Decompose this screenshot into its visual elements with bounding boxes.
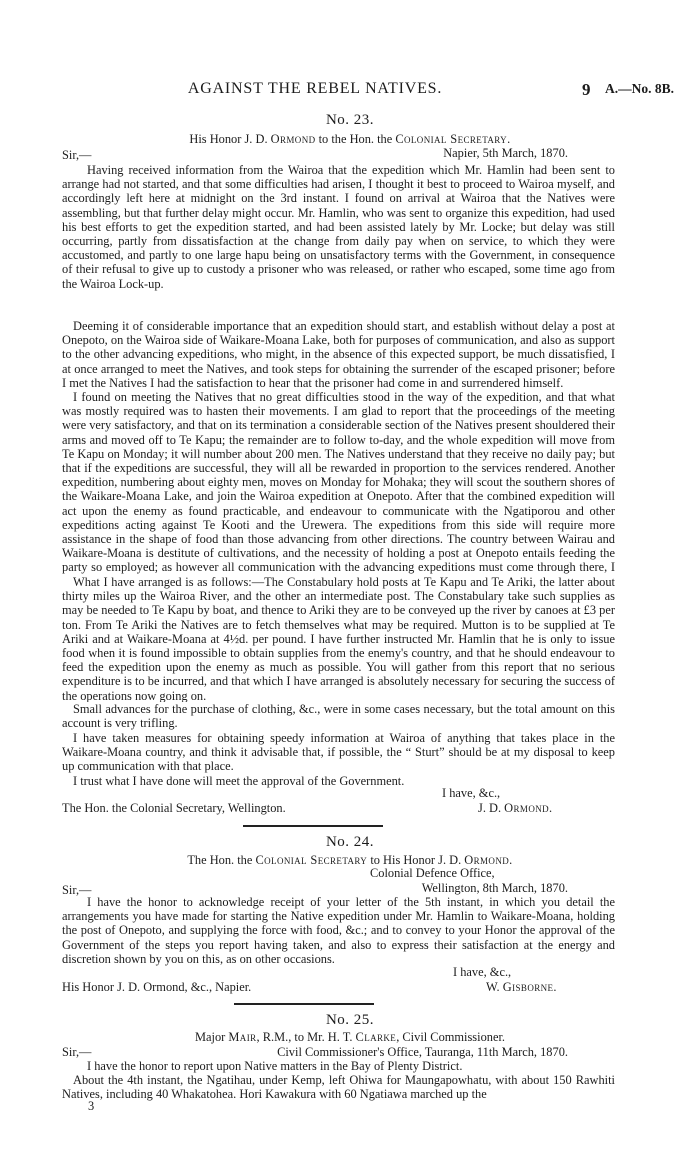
letter-23-paragraph: Small advances for the purchase of clothing, &c., were in some cases necessary, but the total amount on this account is very trifling.	[62, 702, 615, 731]
letter-23-addr-part: His Honor J. D.	[189, 132, 271, 146]
letter-24-salutation: Sir,—	[62, 883, 92, 897]
letter-23-paragraph: Deeming it of considerable importance that an expedition should start, and establish without delay a post at Onepoto, on the Wairoa side of Waikare-Moana Lake, both for purposes of communication, and also as support to the other advancing expeditions, who might, in the absence of this expected support, be much dissatisfied, I at once arranged to meet the Natives, and took steps for obtaining the surrender of the escaped prisoner; before I met the Natives I had the satisfaction to hear that the prisoner had come in and surrendered himself.	[62, 319, 615, 390]
letter-23-paragraph: I found on meeting the Natives that no great difficulties stood in the way of the expedition, and that what was mostly required was to hasten their movements. I am glad to report that the proceedings of the meeting were very satisfactory, and that on its termination a considerable section of the Natives present shouldered their arms and moved off to Te Kapu; the remainder are to follow to-day, and the whole expedition will move from Te Kapu on Monday; it will number about 200 men. The Natives understand that they receive no daily pay; but that if the expeditions are successful, they will all be rewarded in proportion to the services rendered. Another expedition, numbering about eighty men, moves on Monday for Mohaka; they will scout the southern shores of the Waikare-Moana Lake, and join the Wairoa expedition at Onepoto. After that the combined expedition will act upon the enemy as found practicable, and endeavour to communicate with the Ngatiporou and other expeditions acting against Te Kooti and the Urewera. The expeditions from this side will require more assistance in the shape of food than those advancing from other directions. The country between Wairau and Waikare-Moana is destitute of cultivations, and the necessity of holding a post at Onepoto entails feeding the party so employed; as however all communication with the advancing expeditions must come through there, I	[62, 390, 615, 575]
document-reference: A.—No. 8B.	[605, 81, 675, 96]
section-divider	[243, 825, 383, 827]
letter-23-addr-sender: Ormond	[270, 132, 316, 146]
letter-24-addr-part: to His Honor J. D.	[367, 853, 465, 867]
letter-25-addr-part: , Civil Commissioner.	[396, 1030, 505, 1044]
running-header	[0, 80, 700, 100]
letter-23-closing: I have, &c.,	[442, 786, 501, 800]
header-title: AGAINST THE REBEL NATIVES.	[187, 80, 443, 97]
letter-23-paragraph: I trust what I have done will meet the approval of the Government.	[73, 774, 405, 788]
letter-25-salutation: Sir,—	[62, 1045, 92, 1059]
letter-24-number: No. 24.	[325, 834, 375, 850]
letter-25-address-line	[0, 1030, 700, 1045]
letter-24-address-line	[0, 853, 700, 868]
letter-25-addr-part: Major	[195, 1030, 229, 1044]
signature-fold-mark: 3	[88, 1099, 95, 1113]
section-divider	[234, 1003, 374, 1005]
letter-25-addr-part: , R.M., to Mr. H. T.	[256, 1030, 356, 1044]
letter-25-place-date: Civil Commissioner's Office, Tauranga, 11th March, 1870.	[277, 1045, 568, 1059]
page-number: 9	[582, 80, 591, 99]
letter-23-place-date: Napier, 5th March, 1870.	[443, 146, 568, 160]
letter-24-addr-sender: Colonial Secretary	[255, 853, 368, 867]
letter-24-addressee: His Honor J. D. Ormond, &c., Napier.	[62, 980, 252, 994]
letter-24-office: Colonial Defence Office,	[370, 866, 495, 880]
letter-24-signature-initials: W.	[486, 980, 503, 994]
letter-24-signature	[486, 980, 557, 995]
letter-23-signature-initials: J. D.	[478, 801, 505, 815]
letter-24-signature-name: Gisborne.	[502, 980, 557, 994]
letter-23-number: No. 23.	[325, 112, 375, 128]
letter-23-signature-name: Ormond.	[504, 801, 553, 815]
letter-23-salutation: Sir,—	[62, 148, 92, 162]
letter-25-paragraph: About the 4th instant, the Ngatihau, under Kemp, left Ohiwa for Maungapowhatu, with about 150 Rawhiti Natives, including 40 Whakatohea. Hori Kawakura with 60 Ngatiawa marched up the	[62, 1073, 615, 1102]
letter-23-address-line	[0, 132, 700, 147]
letter-24-place-date: Wellington, 8th March, 1870.	[421, 881, 568, 895]
letter-23-paragraph: I have taken measures for obtaining speedy information at Wairoa of anything that takes place in the Waikare-Moana country, and think it advisable that, if possible, the “ Sturt” should be at my disposal to keep up communication with that place.	[62, 731, 615, 774]
letter-23-addr-recipient: Colonial Secretary.	[395, 132, 511, 146]
letter-23-paragraph: Having received information from the Wairoa that the expedition which Mr. Hamlin had been sent to arrange had not started, and that some difficulties had arisen, I thought it best to proceed to Wairoa myself, and accordingly left here at midnight on the 3rd instant. I found on arrival at Wairoa that the Natives were assembling, but that further delay might occur. Mr. Hamlin, who was sent to organize this expedition, had used his best efforts to get the expedition started, and had been assisted lately by Mr. Locke; but delay was still occurring, partly from dissatisfaction at the change from daily pay when on service, to which they were accustomed, and partly to one large hapu being on unsatisfactory terms with the Government, in consequence of their refusal to give up to custody a prisoner who was released, or rather who escaped, some time ago from the Wairoa Lock-up.	[62, 163, 615, 291]
letter-25-addr-sender: Mair	[228, 1030, 257, 1044]
letter-25-addr-recipient: Clarke	[355, 1030, 397, 1044]
letter-23-signature	[478, 801, 553, 816]
letter-24-addr-part: The Hon. the	[187, 853, 256, 867]
letter-23-addressee: The Hon. the Colonial Secretary, Wellington.	[62, 801, 286, 815]
letter-23-addr-part: to the Hon. the	[315, 132, 396, 146]
letter-25-paragraph: I have the honor to report upon Native matters in the Bay of Plenty District.	[87, 1059, 463, 1073]
letter-25-number: No. 25.	[325, 1012, 375, 1028]
letter-23-paragraph: What I have arranged is as follows:—The Constabulary hold posts at Te Kapu and Te Ariki, the latter about thirty miles up the Wairoa River, and the other an intermediate post. The Constabulary take such supplies as may be needed to Te Kapu by boat, and thence to Ariki they are to be conveyed up the river by canoes at £3 per ton. From Te Ariki the Natives are to fetch themselves what may be required. Mutton is to be supplied at Te Ariki and at Waikare-Moana at 4½d. per pound. I have further instructed Mr. Hamlin that he is only to issue food when it is found impossible to obtain supplies from the enemy's country, and that he should endeavour to feed the expedition upon the enemy as much as possible. You will gather from this report that no serious expenditure is to be incurred, and that which I have arranged is absolutely necessary for securing the success of the operations now going on.	[62, 575, 615, 702]
letter-24-closing: I have, &c.,	[453, 965, 512, 979]
letter-24-paragraph: I have the honor to acknowledge receipt of your letter of the 5th instant, in which you detail the arrangements you have made for starting the Native expedition under Mr. Hamlin to Waikare-Moana, holding the post of Onepoto, and supplying the force with food, &c.; and to convey to your Honor the approval of the Government of the steps you report having taken, and also to express their satisfaction at the energy and discretion shown by you on this, as on other occasions.	[62, 895, 615, 966]
letter-24-addr-recipient: Ormond.	[464, 853, 513, 867]
